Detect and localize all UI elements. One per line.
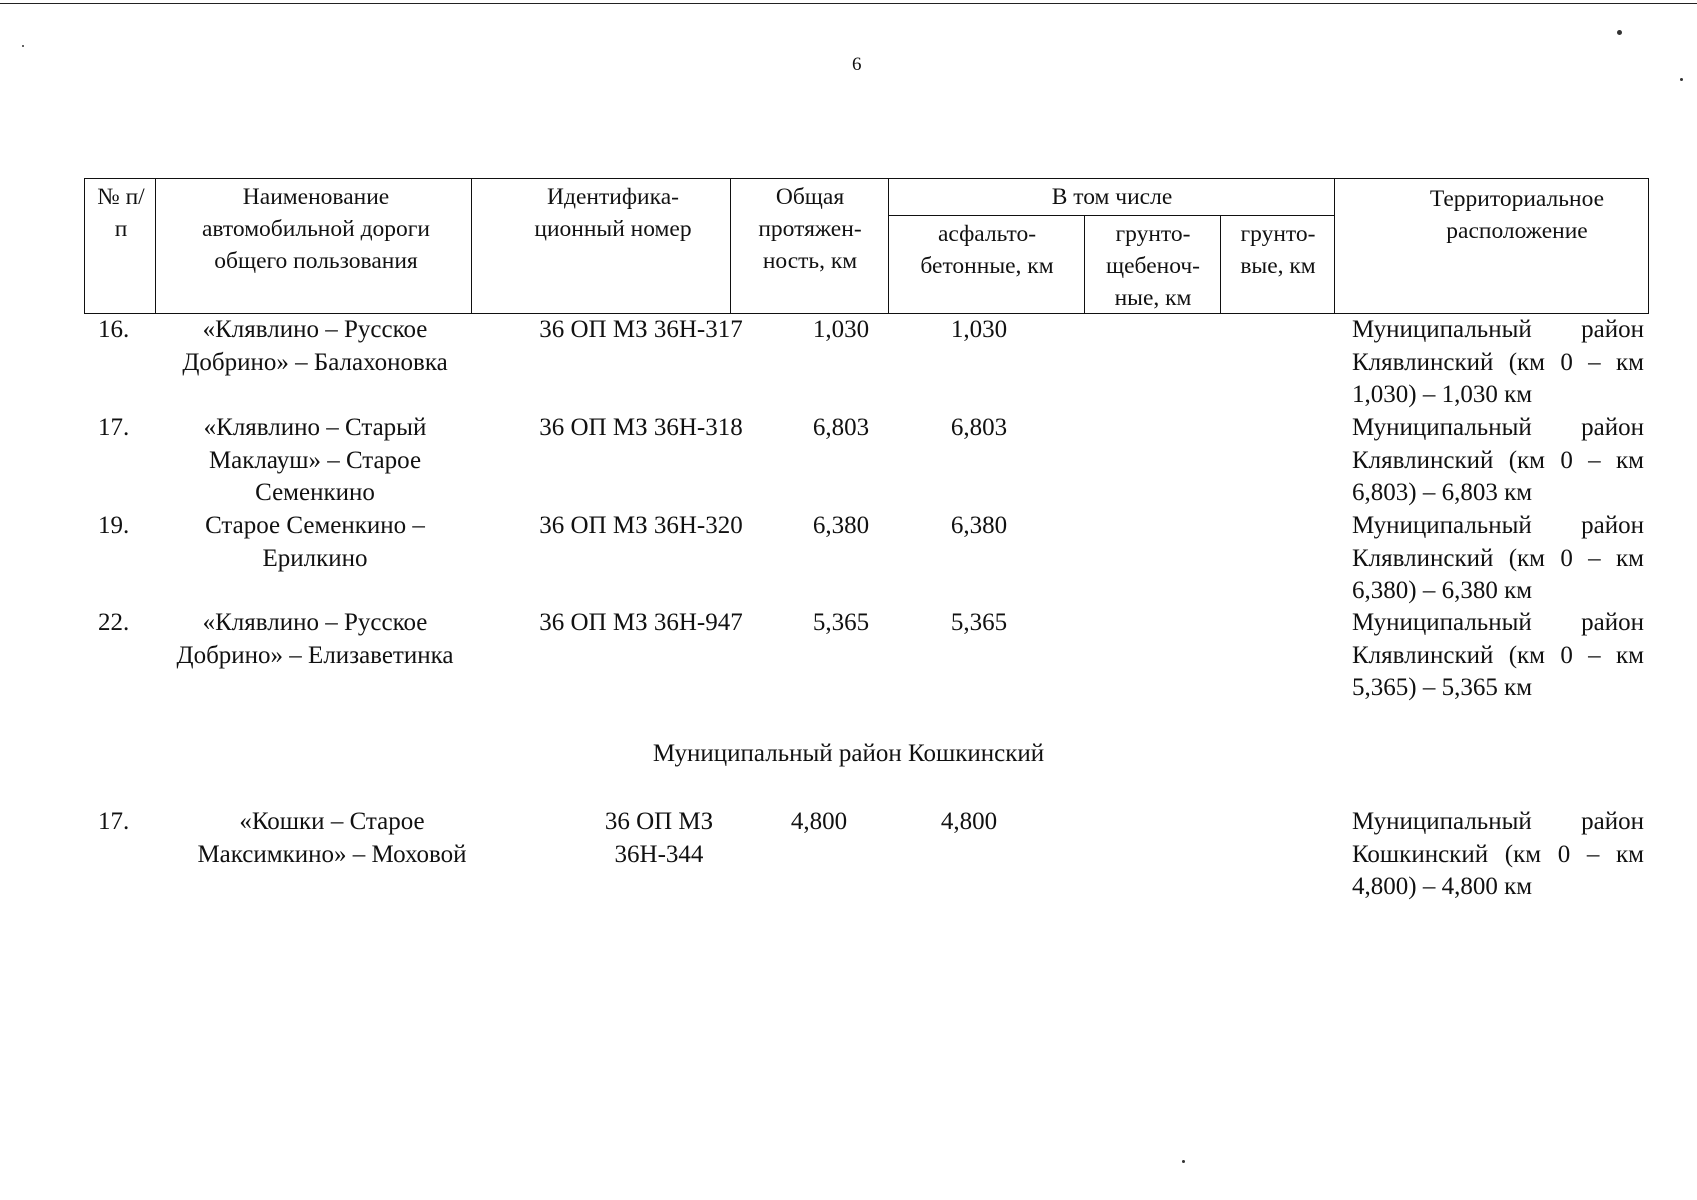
subheader-divider bbox=[888, 215, 1334, 216]
road-id: 36 ОП МЗ 36Н-318 bbox=[539, 414, 743, 441]
header-territory: Территориальное расположение bbox=[1429, 186, 1605, 244]
territory: Муниципальный район Кошкинский (км 0 – км 4,800) – 4,800 км bbox=[1352, 808, 1644, 900]
total-length: 6,380 bbox=[812, 512, 870, 539]
territory: Муниципальный район Клявлинский (км 0 – км 6,803) – 6,803 км bbox=[1352, 414, 1644, 506]
road-name: «Клявлино – Старый Маклауш» – Старое Семенкино bbox=[203, 414, 427, 506]
scan-speck bbox=[1182, 1160, 1185, 1163]
row-number: 17. bbox=[98, 808, 130, 835]
territory: Муниципальный район Клявлинский (км 0 – км 5,365) – 5,365 км bbox=[1352, 609, 1644, 701]
road-name: «Клявлино – Русское Добрино» – Балахоновка bbox=[182, 316, 448, 376]
road-name: Старое Семенкино – Ерилкино bbox=[205, 512, 425, 572]
asphalt-length: 1,030 bbox=[950, 316, 1008, 343]
top-rule bbox=[0, 3, 1697, 4]
header-dirt: грунто-вые, км bbox=[1240, 221, 1316, 279]
road-id: 36 ОП МЗ 36Н-344 bbox=[604, 808, 714, 868]
scan-speck bbox=[1680, 78, 1683, 81]
header-total-length: Общая протяжен-ность, км bbox=[758, 184, 862, 274]
road-name: «Кошки – Старое Максимкино» – Моховой bbox=[197, 808, 467, 868]
column-divider bbox=[155, 179, 156, 313]
header-id-number: Идентифика-ционный номер bbox=[534, 184, 692, 242]
road-id: 36 ОП МЗ 36Н-947 bbox=[539, 609, 743, 636]
column-divider bbox=[1334, 179, 1335, 313]
header-asphalt: асфальто-бетонные, км bbox=[920, 221, 1054, 279]
road-name: «Клявлино – Русское Добрино» – Елизаветинка bbox=[176, 609, 454, 669]
asphalt-length: 4,800 bbox=[940, 808, 998, 835]
road-id: 36 ОП МЗ 36Н-320 bbox=[539, 512, 743, 539]
header-road-name: Наименование автомобильной дороги общего пользования bbox=[201, 184, 430, 274]
column-divider bbox=[1084, 216, 1085, 313]
row-number: 16. bbox=[98, 316, 130, 343]
header-gravel: грунто-щебеноч-ные, км bbox=[1106, 221, 1200, 311]
row-number: 22. bbox=[98, 609, 130, 636]
asphalt-length: 6,803 bbox=[950, 414, 1008, 441]
section-title: Муниципальный район Кошкинский bbox=[652, 740, 1045, 767]
territory: Муниципальный район Клявлинский (км 0 – км 1,030) – 1,030 км bbox=[1352, 316, 1644, 408]
total-length: 5,365 bbox=[812, 609, 870, 636]
total-length: 4,800 bbox=[790, 808, 848, 835]
total-length: 6,803 bbox=[812, 414, 870, 441]
column-divider bbox=[888, 179, 889, 313]
page-number: 6 bbox=[852, 54, 862, 75]
territory: Муниципальный район Клявлинский (км 0 – км 6,380) – 6,380 км bbox=[1352, 512, 1644, 604]
column-divider bbox=[730, 179, 731, 313]
total-length: 1,030 bbox=[812, 316, 870, 343]
row-number: 19. bbox=[98, 512, 130, 539]
asphalt-length: 6,380 bbox=[950, 512, 1008, 539]
column-divider bbox=[471, 179, 472, 313]
header-num: № п/п bbox=[97, 184, 145, 242]
column-divider bbox=[1220, 216, 1221, 313]
road-id: 36 ОП МЗ 36Н-317 bbox=[539, 316, 743, 343]
header-including: В том числе bbox=[1051, 184, 1173, 210]
table-header bbox=[84, 178, 1649, 314]
asphalt-length: 5,365 bbox=[950, 609, 1008, 636]
scan-speck bbox=[1617, 30, 1622, 35]
row-number: 17. bbox=[98, 414, 130, 441]
scan-speck bbox=[22, 45, 24, 47]
